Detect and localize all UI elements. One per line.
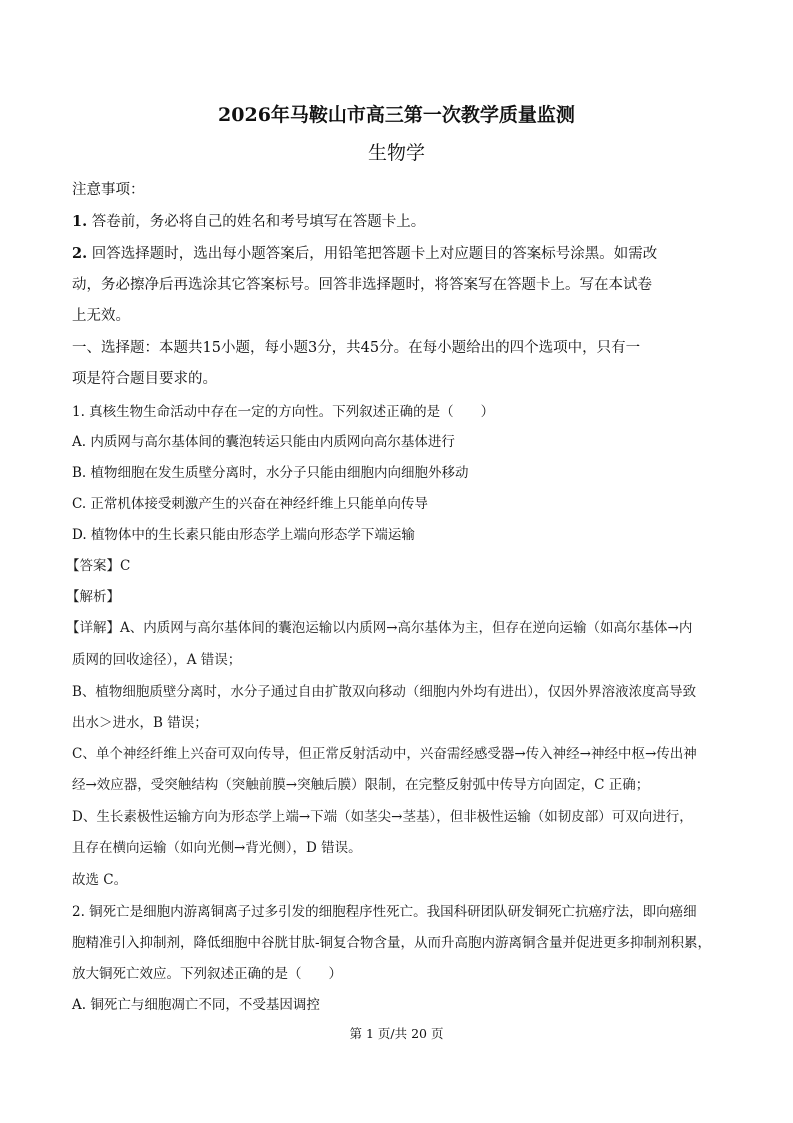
question-1-detail-line: D、生长素极性运输方向为形态学上端→下端（如茎尖→茎基），但非极性运输（如韧皮部）可双向进行，: [72, 809, 693, 825]
note-item-2-line-3: 上无效。: [72, 308, 130, 324]
note-item-2-line-2: 动，务必擦净后再选涂其它答案标号。回答非选择题时，将答案写在答题卡上。写在本试卷: [72, 277, 652, 293]
question-2-option-a: A. 铜死亡与细胞凋亡不同，不受基因调控: [72, 997, 320, 1013]
note-item-2-number: 2.: [72, 245, 88, 262]
note-item-1-text: 答卷前，务必将自己的姓名和考号填写在答题卡上。: [87, 214, 426, 230]
note-item-1-number: 1.: [72, 213, 88, 230]
question-1-option-d: D. 植物体中的生长素只能由形态学上端向形态学下端运输: [72, 527, 415, 543]
question-1-answer: 【答案】C: [66, 558, 131, 574]
question-1-detail-line: 【详解】A、内质网与高尔基体间的囊泡运输以内质网→高尔基体为主，但存在逆向运输（如高尔基体→内: [66, 620, 693, 636]
question-2-stem-line: 2. 铜死亡是细胞内游离铜离子过多引发的细胞程序性死亡。我国科研团队研发铜死亡抗癌疗法，即向癌细: [72, 904, 697, 920]
note-item-1: [72, 210, 425, 231]
question-2-stem-line: 胞精准引入抑制剂，降低细胞中谷胱甘肽-铜复合物含量，从而升高胞内游离铜含量并促进更多抑制剂积累，: [72, 935, 712, 951]
question-1-option-c: C. 正常机体接受刺激产生的兴奋在神经纤维上只能单向传导: [72, 496, 428, 512]
question-1-detail-line: 质网的回收途径），A 错误；: [72, 652, 242, 668]
question-2-stem-line: 放大铜死亡效应。下列叙述正确的是（ ）: [72, 966, 342, 982]
question-1-detail-line: 且存在横向运输（如向光侧→背光侧），D 错误。: [72, 840, 362, 856]
question-1-option-b: B. 植物细胞在发生质壁分离时，水分子只能由细胞内向细胞外移动: [72, 465, 469, 481]
question-1-analysis-label: 【解析】: [66, 589, 120, 605]
question-1-stem: 1. 真核生物生命活动中存在一定的方向性。下列叙述正确的是（ ）: [72, 404, 495, 420]
note-item-2-line-1: [72, 242, 657, 263]
exam-title: 2026年马鞍山市高三第一次教学质量监测: [218, 104, 575, 126]
question-1-detail-line: 出水＞进水，B 错误；: [72, 715, 208, 731]
notes-heading: 注意事项：: [72, 182, 145, 198]
question-1-conclusion: 故选 C。: [72, 872, 128, 888]
question-1-option-a: A. 内质网与高尔基体间的囊泡转运只能由内质网向高尔基体进行: [72, 434, 455, 450]
question-1-detail-line: C、单个神经纤维上兴奋可双向传导，但正常反射活动中，兴奋需经感受器→传入神经→神经中枢→传出神: [72, 746, 697, 762]
page-number: 第 1 页/共 20 页: [349, 1026, 444, 1041]
section-heading-line-1: 一、选择题：本题共15小题，每小题3分，共45分。在每小题给出的四个选项中，只有一: [72, 340, 641, 356]
question-1-detail-line: B、植物细胞质壁分离时，水分子通过自由扩散双向移动（细胞内外均有进出），仅因外界溶液浓度高导致: [72, 684, 697, 700]
question-1-detail-line: 经→效应器，受突触结构（突触前膜→突触后膜）限制，在完整反射弧中传导方向固定，C 正确；: [72, 777, 650, 793]
section-heading-line-2: 项是符合题目要求的。: [72, 371, 217, 387]
note-item-2-text: 回答选择题时，选出每小题答案后，用铅笔把答题卡上对应题目的答案标号涂黑。如需改: [87, 246, 658, 262]
exam-subject: 生物学: [367, 142, 425, 164]
